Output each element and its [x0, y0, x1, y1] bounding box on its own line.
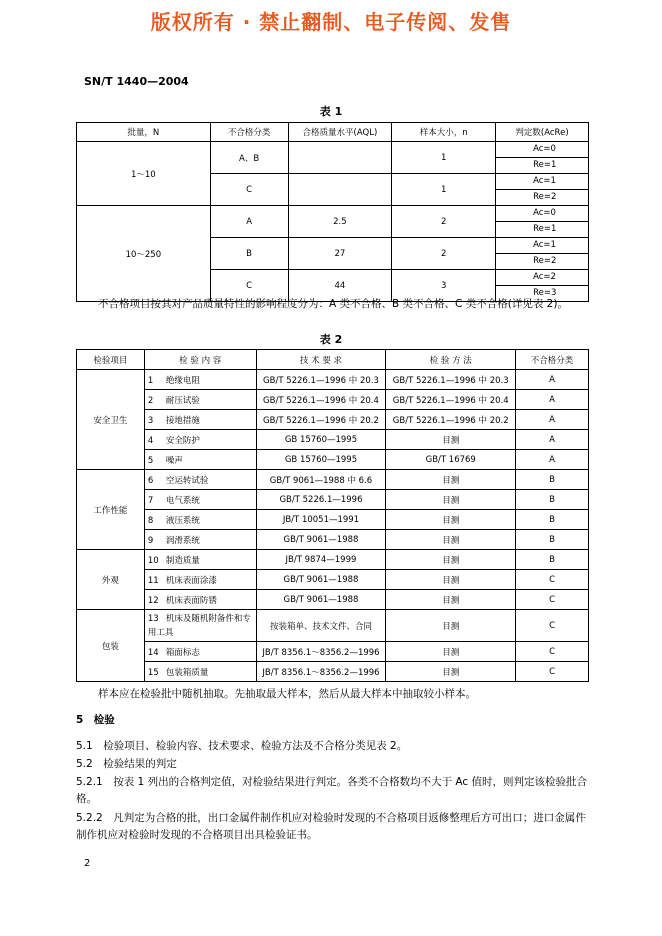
method-cell: 目测: [386, 590, 516, 610]
method-cell: GB/T 5226.1—1996 中 20.4: [386, 390, 516, 410]
item-cell: [144, 510, 256, 530]
method-cell: 目测: [386, 570, 516, 590]
requirement-cell: GB/T 9061—1988: [256, 590, 386, 610]
method-cell: 目测: [386, 510, 516, 530]
class-cell: B: [516, 550, 589, 570]
item-number: 2: [147, 395, 154, 406]
header-cell: 合格质量水平(AQL): [288, 123, 392, 142]
item-cell: [144, 450, 256, 470]
item-content: 机床表面涂漆: [165, 575, 217, 586]
item-cell: [144, 550, 256, 570]
page-number: 2: [84, 858, 91, 869]
method-cell: 目测: [386, 490, 516, 510]
item-number: 13: [147, 613, 159, 624]
requirement-cell: JB/T 9874—1999: [256, 550, 386, 570]
class-cell: A: [516, 430, 589, 450]
method-cell: 目测: [386, 550, 516, 570]
requirement-cell: GB/T 9061—1988 中 6.6: [256, 470, 386, 490]
header-cell: 检验项目: [77, 350, 145, 370]
clause-5-2: 5.2 检验结果的判定: [76, 758, 177, 770]
method-cell: 目测: [386, 662, 516, 682]
class-cell: C: [516, 590, 589, 610]
aql-cell: [288, 174, 392, 206]
item-cell: [144, 470, 256, 490]
class-cell: B: [516, 490, 589, 510]
requirement-cell: GB/T 5226.1—1996: [256, 490, 386, 510]
aql-cell: [288, 142, 392, 174]
method-cell: GB/T 5226.1—1996 中 20.3: [386, 370, 516, 390]
sample-size-cell: 2: [392, 238, 496, 270]
item-number: 5: [147, 455, 154, 466]
item-content: 电气系统: [165, 495, 200, 506]
method-cell: GB/T 16769: [386, 450, 516, 470]
requirement-cell: GB/T 9061—1988: [256, 530, 386, 550]
item-number: 7: [147, 495, 154, 506]
method-cell: 目测: [386, 530, 516, 550]
item-cell: [144, 642, 256, 662]
aql-cell: 2.5: [288, 206, 392, 238]
clause-5-2-1: 5.2.1 按表 1 列出的合格判定值，对检验结果进行判定。各类不合格数均不大于 Ac 值时，则判定该检验批合格。: [76, 776, 588, 805]
header-cell: 检 验 方 法: [386, 350, 516, 370]
ac-value: Ac=1: [533, 176, 556, 186]
ac-value: Ac=1: [533, 240, 556, 250]
item-cell: [144, 410, 256, 430]
requirement-cell: GB/T 5226.1—1996 中 20.3: [256, 370, 386, 390]
item-content: 机床表面防锈: [165, 595, 217, 606]
requirement-cell: JB/T 8356.1～8356.2—1996: [256, 642, 386, 662]
item-content: 液压系统: [165, 515, 200, 526]
item-content: 接地措施: [165, 415, 200, 426]
item-number: 10: [147, 555, 159, 566]
sample-paragraph: 样本应在检验批中随机抽取。先抽取最大样本，然后从最大样本中抽取较小样本。: [98, 688, 476, 700]
re-value: Re=3: [496, 285, 588, 301]
item-content: 空运转试验: [165, 475, 209, 486]
item-cell: [144, 570, 256, 590]
requirement-cell: GB 15760—1995: [256, 430, 386, 450]
table2-caption: 表 2: [319, 333, 343, 346]
requirement-cell: JB/T 8356.1～8356.2—1996: [256, 662, 386, 682]
item-number: 11: [147, 575, 159, 586]
class-cell: B: [210, 238, 288, 270]
class-cell: A: [516, 450, 589, 470]
acre-cell: [496, 174, 589, 206]
table-2: [76, 349, 589, 682]
ac-value: Ac=0: [533, 144, 556, 154]
item-cell: [144, 610, 256, 642]
item-cell: [144, 530, 256, 550]
re-value: Re=2: [496, 253, 588, 269]
item-content: 绝缘电阻: [165, 375, 200, 386]
acre-cell: [496, 206, 589, 238]
header-cell: 检 验 内 容: [144, 350, 256, 370]
item-content: 耐压试验: [165, 395, 200, 406]
class-cell: A: [516, 370, 589, 390]
item-number: 8: [147, 515, 154, 526]
item-number: 6: [147, 475, 154, 486]
method-cell: 目测: [386, 642, 516, 662]
requirement-cell: JB/T 10051—1991: [256, 510, 386, 530]
item-cell: [144, 390, 256, 410]
acre-cell: [496, 142, 589, 174]
re-value: Re=1: [496, 221, 588, 237]
sample-size-cell: 2: [392, 206, 496, 238]
class-cell: B: [516, 470, 589, 490]
header-cell: 判定数(AcRe): [496, 123, 589, 142]
item-content: 箱面标志: [165, 647, 200, 658]
item-cell: [144, 662, 256, 682]
re-value: Re=2: [496, 189, 588, 205]
class-cell: C: [210, 174, 288, 206]
header-cell: 不合格分类: [516, 350, 589, 370]
item-content: 润滑系统: [165, 535, 200, 546]
clause-5-1: 5.1 检验项目、检验内容、技术要求、检验方法及不合格分类见表 2。: [76, 740, 408, 752]
item-number: 15: [147, 667, 159, 678]
requirement-cell: GB 15760—1995: [256, 450, 386, 470]
item-cell: [144, 430, 256, 450]
item-number: 3: [147, 415, 154, 426]
class-cell: C: [516, 610, 589, 642]
item-content: 安全防护: [165, 435, 200, 446]
ac-value: Ac=0: [533, 208, 556, 218]
item-cell: [144, 590, 256, 610]
table-1: [76, 122, 589, 302]
item-content: 制造质量: [165, 555, 200, 566]
header-cell: 批量，N: [77, 123, 211, 142]
batch-cell: 1～10: [77, 142, 211, 206]
batch-cell: 10～250: [77, 206, 211, 302]
standard-number: SN/T 1440—2004: [84, 75, 189, 88]
item-cell: [144, 490, 256, 510]
item-number: 12: [147, 595, 159, 606]
class-cell: A: [516, 390, 589, 410]
item-content: 包装箱质量: [165, 667, 209, 678]
class-cell: C: [516, 642, 589, 662]
header-cell: 技 术 要 求: [256, 350, 386, 370]
aql-cell: 44: [288, 270, 392, 302]
class-cell: A、B: [210, 142, 288, 174]
class-cell: C: [516, 662, 589, 682]
group-cell: 外观: [77, 550, 145, 610]
class-cell: A: [516, 410, 589, 430]
item-content: 噪声: [165, 455, 183, 466]
class-cell: C: [516, 570, 589, 590]
group-cell: 工作性能: [77, 470, 145, 550]
group-cell: 包装: [77, 610, 145, 682]
acre-cell: [496, 238, 589, 270]
sample-size-cell: 3: [392, 270, 496, 302]
table1-caption: 表 1: [319, 105, 343, 118]
clause-5-2-2: 5.2.2 凡判定为合格的批，出口金属件制作机应对检验时发现的不合格项目返修整理后方可出口；进口金属件制作机应对检验时发现的不合格项目出具检验证书。: [76, 812, 586, 841]
section-5-heading: 5 检验: [76, 714, 115, 726]
method-cell: 目测: [386, 610, 516, 642]
class-cell: B: [516, 510, 589, 530]
class-cell: A: [210, 206, 288, 238]
item-number: 4: [147, 435, 154, 446]
header-cell: 不合格分类: [210, 123, 288, 142]
sample-size-cell: 1: [392, 174, 496, 206]
item-content: 机床及随机附备件和专用工具: [147, 613, 251, 638]
requirement-cell: GB/T 9061—1988: [256, 570, 386, 590]
aql-cell: 27: [288, 238, 392, 270]
item-number: 9: [147, 535, 154, 546]
requirement-cell: 按装箱单、技术文件、合同: [256, 610, 386, 642]
class-cell: B: [516, 530, 589, 550]
item-number: 1: [147, 375, 154, 386]
method-cell: GB/T 5226.1—1996 中 20.2: [386, 410, 516, 430]
item-number: 14: [147, 647, 159, 658]
classification-paragraph: 不合格项目按其对产品质量特性的影响程度分为：A 类不合格、B 类不合格、C 类不合格(详见表 2)。: [98, 298, 568, 310]
header-cell: 样本大小，n: [392, 123, 496, 142]
sample-size-cell: 1: [392, 142, 496, 174]
re-value: Re=1: [496, 157, 588, 173]
group-cell: 安全卫生: [77, 370, 145, 470]
requirement-cell: GB/T 5226.1—1996 中 20.4: [256, 390, 386, 410]
method-cell: 目测: [386, 430, 516, 450]
item-cell: [144, 370, 256, 390]
method-cell: 目测: [386, 470, 516, 490]
requirement-cell: GB/T 5226.1—1996 中 20.2: [256, 410, 386, 430]
ac-value: Ac=2: [533, 272, 556, 282]
class-cell: C: [210, 270, 288, 302]
watermark: 版权所有 · 禁止翻制、电子传阅、发售: [150, 10, 512, 34]
